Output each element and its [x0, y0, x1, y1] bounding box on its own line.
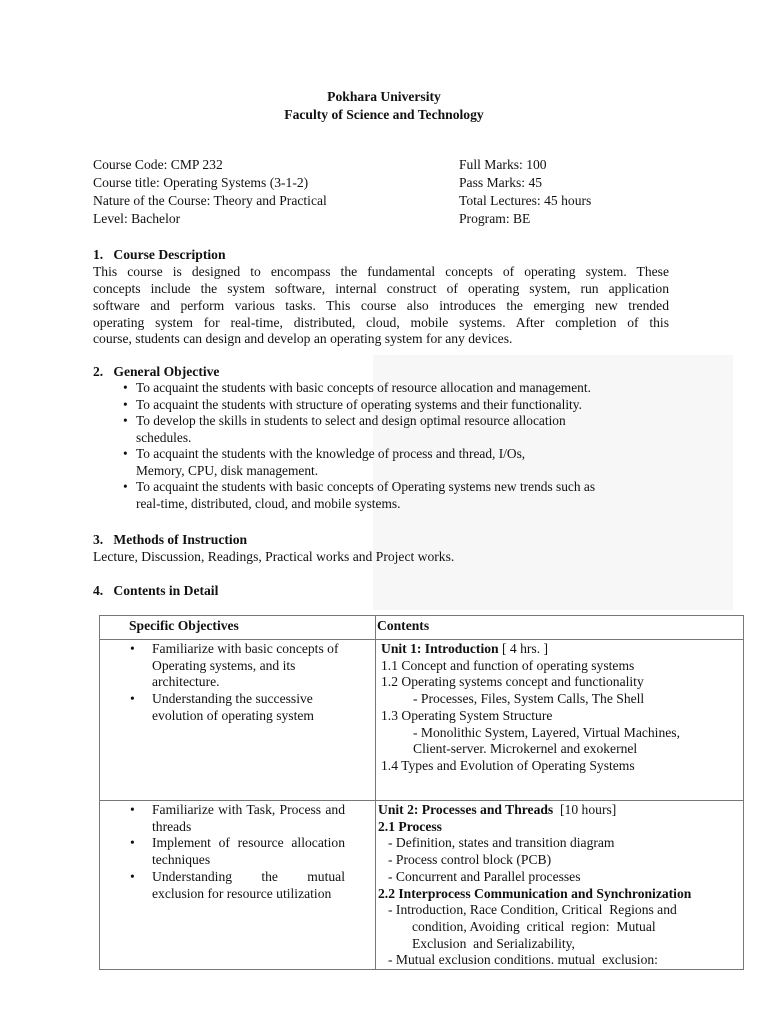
unit-title-text: Unit 2: Processes and Threads	[378, 802, 554, 817]
objective-text: To acquaint the students with basic concepts of Operating systems new trends such as	[136, 479, 596, 494]
objective-text: Familiarize with Task, Process and threads	[152, 802, 345, 834]
unit-hours: [ 4 hrs. ]	[498, 641, 549, 656]
list-item	[93, 479, 713, 512]
list-item	[130, 835, 345, 868]
objective-text-continued: schedules.	[136, 429, 192, 445]
table-row-divider	[99, 800, 744, 801]
total-lectures: Total Lectures: 45 hours	[459, 193, 592, 208]
content-line: - Definition, states and transition diagram	[388, 835, 615, 851]
list-item	[130, 869, 345, 902]
content-line: 1.2 Operating systems concept and functionality	[381, 674, 644, 690]
row2-objectives	[130, 802, 345, 902]
bullet-icon: •	[123, 479, 128, 494]
list-item	[93, 397, 713, 414]
table-column-divider	[375, 615, 376, 970]
content-line: - Introduction, Race Condition, Critical Regions and	[388, 902, 677, 918]
section-heading-general-objective: 2. General Objective	[93, 364, 220, 379]
content-line: 1.1 Concept and function of operating systems	[381, 657, 635, 673]
university-title: Pokhara University	[327, 89, 441, 104]
section-heading-contents: 4. Contents in Detail	[93, 583, 219, 598]
objective-text: To acquaint the students with structure of operating systems and their functionality.	[136, 396, 582, 412]
unit-title-text: Unit 1: Introduction	[381, 641, 499, 656]
subsection-title: 2.2 Interprocess Communication and Synchronization	[378, 885, 692, 901]
content-line: 1.3 Operating System Structure	[381, 707, 553, 723]
faculty-title: Faculty of Science and Technology	[284, 107, 484, 122]
section-heading-methods: 3. Methods of Instruction	[93, 532, 248, 547]
row1-objectives	[130, 641, 345, 725]
unit-title	[378, 802, 738, 819]
course-title: Course title: Operating Systems (3-1-2)	[93, 175, 309, 190]
list-item	[130, 691, 345, 724]
bullet-icon: •	[130, 691, 135, 707]
pass-marks: Pass Marks: 45	[459, 175, 543, 190]
bullet-icon: •	[130, 868, 135, 884]
objective-text: To acquaint the students with the knowledge of process and thread, I/Os,	[136, 446, 526, 461]
list-item	[93, 413, 713, 446]
unit-hours: [10 hours]	[553, 802, 617, 817]
objective-text-continued: real-time, distributed, cloud, and mobile systems.	[136, 495, 401, 511]
objective-text: To develop the skills in students to select and design optimal resource allocation	[136, 413, 566, 428]
table-header-contents: Contents	[377, 618, 430, 633]
bullet-icon: •	[123, 446, 128, 461]
bullet-icon: •	[130, 641, 135, 656]
description-line: course, students can design and develop an operating system for any devices.	[93, 331, 513, 346]
bullet-icon: •	[123, 380, 128, 395]
list-item	[130, 802, 345, 835]
content-line: Client-server. Microkernel and exokernel	[413, 741, 638, 757]
content-line: - Mutual exclusion conditions. mutual exclusion:	[388, 952, 658, 968]
content-line: - Processes, Files, System Calls, The Shell	[413, 691, 645, 707]
description-line: operating system for real-time, distributed, cloud, mobile systems. After completion of this	[93, 315, 669, 330]
bullet-icon: •	[130, 835, 135, 851]
list-item	[93, 380, 713, 397]
content-line: 1.4 Types and Evolution of Operating Systems	[381, 757, 635, 773]
row1-contents	[381, 641, 741, 775]
course-level: Level: Bachelor	[93, 211, 181, 226]
table-header-objectives: Specific Objectives	[129, 618, 239, 633]
objective-text: Implement of resource allocation techniques	[152, 835, 345, 868]
course-nature: Nature of the Course: Theory and Practical	[93, 193, 327, 208]
list-item	[130, 641, 345, 691]
objective-text: Understanding the mutual exclusion for resource utilization	[152, 868, 345, 901]
methods-text: Lecture, Discussion, Readings, Practical works and Project works.	[93, 549, 455, 564]
content-line: - Concurrent and Parallel processes	[388, 868, 581, 884]
section-heading-course-description: 1. Course Description	[93, 247, 226, 262]
course-code: Course Code: CMP 232	[93, 157, 223, 172]
row2-contents	[378, 802, 738, 969]
content-line: - Monolithic System, Layered, Virtual Machines,	[413, 724, 680, 740]
description-line: concepts include the system software, internal construct of operating system, run application	[93, 281, 669, 296]
description-line: This course is designed to encompass the fundamental concepts of operating system. These	[93, 264, 669, 279]
full-marks: Full Marks: 100	[459, 157, 547, 172]
program: Program: BE	[459, 211, 531, 226]
content-line: Exclusion and Serializability,	[412, 935, 575, 951]
general-objective-list	[93, 380, 713, 512]
bullet-icon: •	[130, 802, 135, 817]
subsection-title: 2.1 Process	[378, 818, 442, 834]
objective-text-continued: Memory, CPU, disk management.	[136, 462, 319, 478]
unit-title	[381, 641, 741, 658]
table-header-divider	[99, 639, 744, 640]
description-line: software and perform various tasks. This course also introduces the emerging new trended	[93, 298, 669, 313]
list-item	[93, 446, 713, 479]
content-line: condition, Avoiding critical region: Mutual	[412, 918, 656, 934]
content-line: - Process control block (PCB)	[388, 852, 552, 868]
bullet-icon: •	[123, 396, 128, 412]
objective-text: To acquaint the students with basic concepts of resource allocation and management.	[136, 380, 591, 395]
objective-text: Familiarize with basic concepts of Operating systems, and its architecture.	[152, 641, 339, 690]
bullet-icon: •	[123, 413, 128, 428]
objective-text: Understanding the successive evolution of operating system	[152, 691, 314, 723]
